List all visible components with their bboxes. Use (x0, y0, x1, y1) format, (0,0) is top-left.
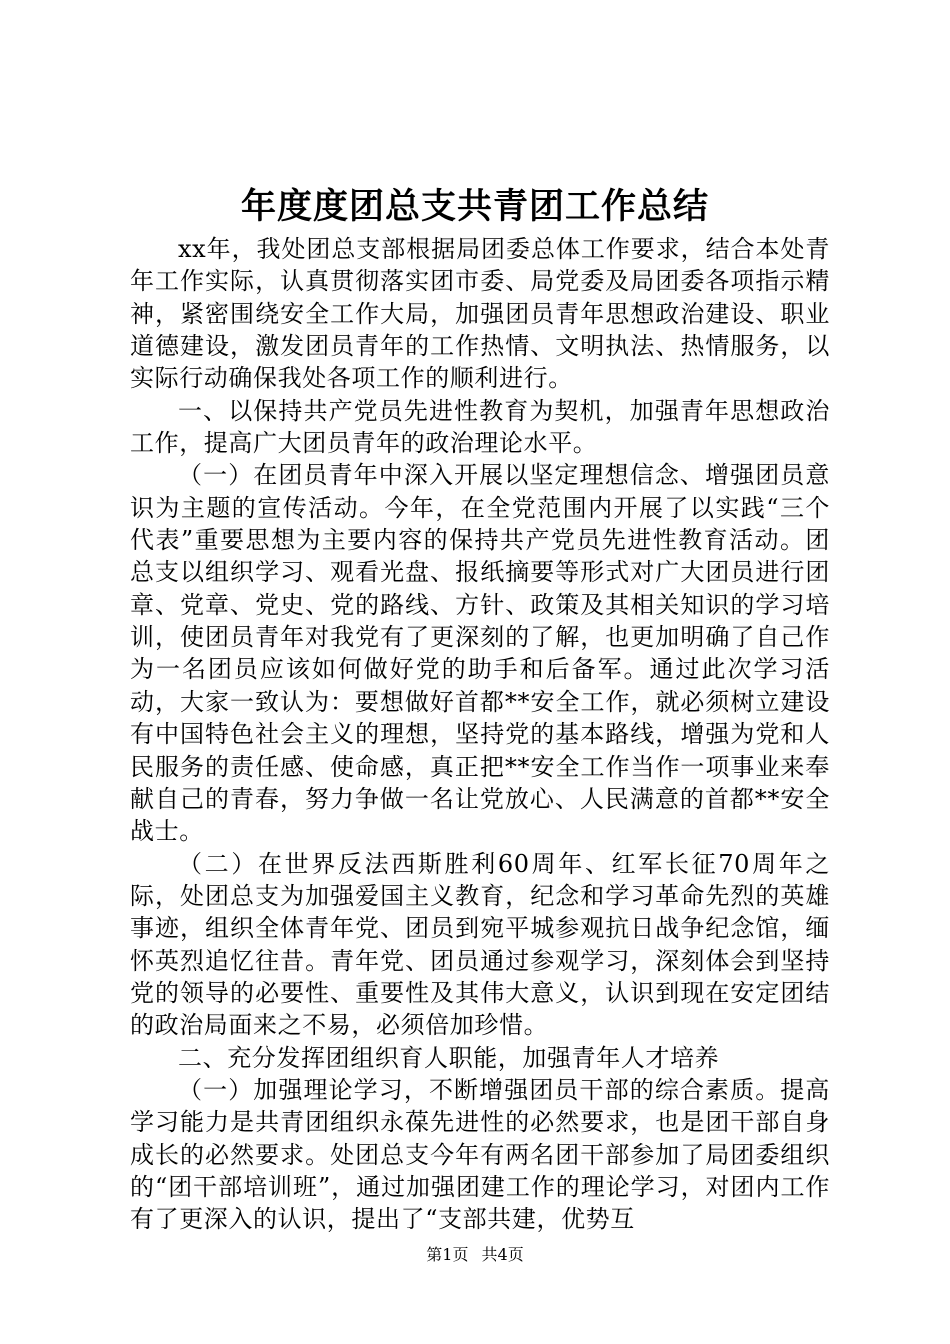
document-body (130, 233, 830, 1236)
section-heading-1: 一、以保持共产党员先进性教育为契机，加强青年思想政治工作，提高广大团员青年的政治理论水平。 (130, 396, 830, 458)
document-title: 年度度团总支共青团工作总结 (240, 186, 709, 227)
page-number: 第1页 (426, 1245, 469, 1264)
page-total: 共4页 (481, 1245, 524, 1264)
page-footer (0, 1245, 950, 1265)
paragraph-intro: xx年，我处团总支部根据局团委总体工作要求，结合本处青年工作实际，认真贯彻落实团市委、局党委及局团委各项指示精神，紧密围绕安全工作大局，加强团员青年思想政治建设、职业道德建设，激发团员青年的工作热情、文明执法、热情服务，以实际行动确保我处各项工作的顺利进行。 (130, 235, 830, 393)
paragraph-1-2: （二）在世界反法西斯胜利60周年、红军长征70周年之际，处团总支为加强爱国主义教育，纪念和学习革命先烈的英雄事迹，组织全体青年党、团员到宛平城参观抗日战争纪念馆，缅怀英烈追忆往昔。青年党、团员通过参观学习，深刻体会到坚持党的领导的必要性、重要性及其伟大意义，认识到现在安定团结的政治局面来之不易，必须倍加珍惜。 (130, 849, 830, 1040)
paragraph-1-1: （一）在团员青年中深入开展以坚定理想信念、增强团员意识为主题的宣传活动。今年，在全党范围内开展了以实践“三个代表”重要思想为主要内容的保持共产党员先进性教育活动。团总支以组织学习、观看光盘、报纸摘要等形式对广大团员进行团章、党章、党史、党的路线、方针、政策及其相关知识的学习培训，使团员青年对我党有了更深刻的了解，也更加明确了自己作为一名团员应该如何做好党的助手和后备军。通过此次学习活动，大家一致认为：要想做好首都**安全工作，就必须树立建设有中国特色社会主义的理想，坚持党的基本路线，增强为党和人民服务的责任感、使命感，真正把**安全工作当作一项事业来奉献自己的青春，努力争做一名让党放心、人民满意的首都**安全战士。 (130, 461, 830, 846)
section-heading-2: 二、充分发挥团组织育人职能，加强青年人才培养 (178, 1043, 720, 1072)
paragraph-2-1: （一）加强理论学习，不断增强团员干部的综合素质。提高学习能力是共青团组织永葆先进性的必然要求，也是团干部自身成长的必然要求。处团总支今年有两名团干部参加了局团委组织的“团干部培训班”，通过加强团建工作的理论学习，对团内工作有了更深入的认识，提出了“支部共建，优势互 (130, 1075, 830, 1234)
